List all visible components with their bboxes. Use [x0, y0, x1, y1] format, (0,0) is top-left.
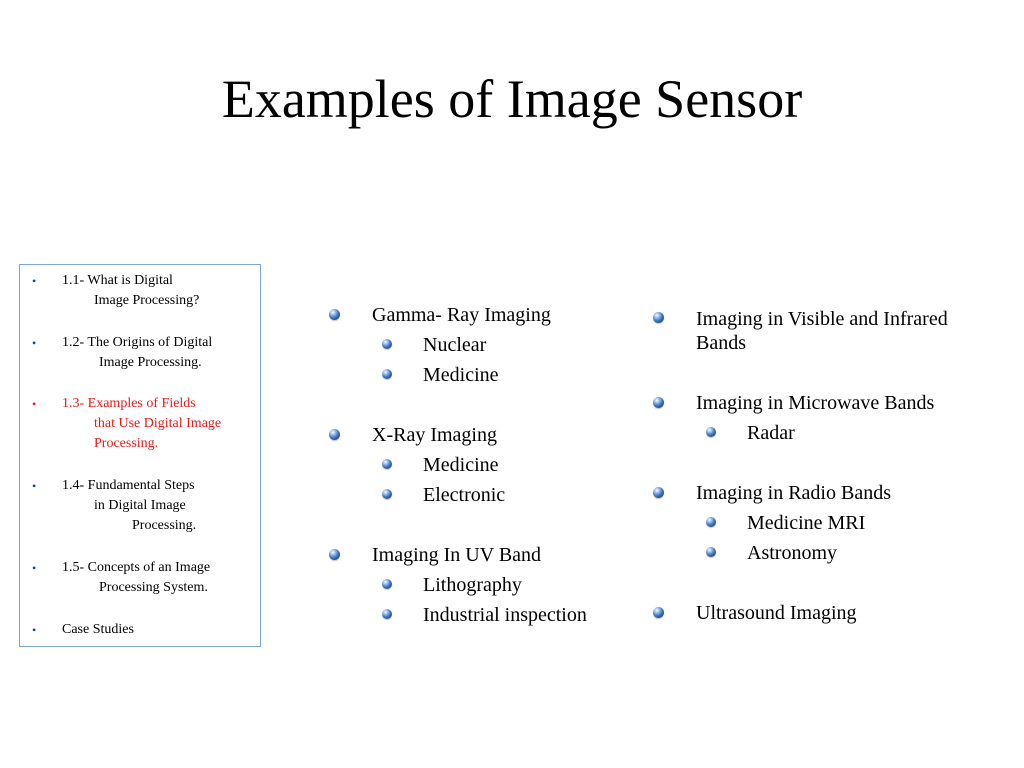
- outline-bullet-icon: •: [32, 479, 37, 493]
- outline-bullet-icon: •: [32, 623, 37, 637]
- outline-bullet-icon: •: [32, 397, 37, 411]
- bullet-gamma-ray-imaging: Gamma- Ray Imaging: [372, 304, 551, 326]
- outline-item-1-3: [32, 394, 257, 458]
- outline-bullet-icon: •: [32, 274, 37, 288]
- sub-bullet-medicine-mri: Medicine MRI: [747, 512, 866, 534]
- blue-orb-bullet-icon: [653, 397, 664, 408]
- blue-orb-bullet-icon: [329, 549, 340, 560]
- sub-bullet-astronomy: Astronomy: [747, 542, 837, 564]
- outline-item-line: Processing System.: [99, 580, 208, 595]
- blue-orb-bullet-icon: [329, 309, 340, 320]
- bullet-radio-bands: Imaging in Radio Bands: [696, 482, 891, 504]
- blue-orb-bullet-icon: [382, 579, 392, 589]
- outline-item-line: 1.3- Examples of Fields: [62, 396, 196, 411]
- outline-item-line: 1.1- What is Digital: [62, 273, 173, 288]
- blue-orb-bullet-icon: [706, 547, 716, 557]
- outline-item-line: Processing.: [94, 436, 159, 451]
- outline-item-case-studies: [32, 620, 232, 642]
- outline-item-line: Case Studies: [62, 622, 134, 637]
- outline-item-line: Image Processing?: [94, 293, 200, 308]
- sub-bullet-industrial-inspection: Industrial inspection: [423, 604, 587, 626]
- sub-bullet-radar: Radar: [747, 422, 795, 444]
- outline-item-line: 1.4- Fundamental Steps: [62, 478, 195, 493]
- bullet-visible-infrared: Imaging in Visible and Infrared: [696, 308, 948, 330]
- blue-orb-bullet-icon: [653, 607, 664, 618]
- sub-bullet-medicine: Medicine: [423, 364, 499, 386]
- sub-bullet-lithography: Lithography: [423, 574, 522, 596]
- slide-title: Examples of Image Sensor: [221, 69, 803, 129]
- blue-orb-bullet-icon: [382, 489, 392, 499]
- blue-orb-bullet-icon: [653, 312, 664, 323]
- blue-orb-bullet-icon: [382, 609, 392, 619]
- sub-bullet-nuclear: Nuclear: [423, 334, 487, 356]
- blue-orb-bullet-icon: [382, 369, 392, 379]
- bullet-imaging-in-uv-band: Imaging In UV Band: [372, 544, 542, 566]
- outline-item-1-4: [32, 476, 252, 540]
- blue-orb-bullet-icon: [653, 487, 664, 498]
- sub-bullet-medicine: Medicine: [423, 454, 499, 476]
- outline-item-line: that Use Digital Image: [94, 416, 222, 431]
- blue-orb-bullet-icon: [706, 517, 716, 527]
- bullet-ultrasound-imaging: Ultrasound Imaging: [696, 602, 857, 624]
- outline-item-line: Image Processing.: [99, 355, 202, 370]
- outline-panel: [19, 264, 261, 647]
- outline-bullet-icon: •: [32, 336, 37, 350]
- blue-orb-bullet-icon: [329, 429, 340, 440]
- bullet-x-ray-imaging: X-Ray Imaging: [372, 424, 497, 446]
- sub-bullet-electronic: Electronic: [423, 484, 506, 506]
- outline-item-line: Processing.: [132, 518, 197, 533]
- outline-item-line: 1.5- Concepts of an Image: [62, 560, 211, 575]
- blue-orb-bullet-icon: [382, 459, 392, 469]
- outline-item-line: in Digital Image: [94, 498, 186, 513]
- outline-item-1-2: [32, 333, 252, 377]
- outline-bullet-icon: •: [32, 561, 37, 575]
- outline-item-1-5: [32, 558, 257, 602]
- outline-item-line: 1.2- The Origins of Digital: [62, 335, 213, 350]
- blue-orb-bullet-icon: [706, 427, 716, 437]
- bullet-microwave-bands: Imaging in Microwave Bands: [696, 392, 935, 414]
- bullet-visible-infrared-line2: Bands: [696, 332, 746, 354]
- outline-item-1-1: [32, 271, 252, 315]
- blue-orb-bullet-icon: [382, 339, 392, 349]
